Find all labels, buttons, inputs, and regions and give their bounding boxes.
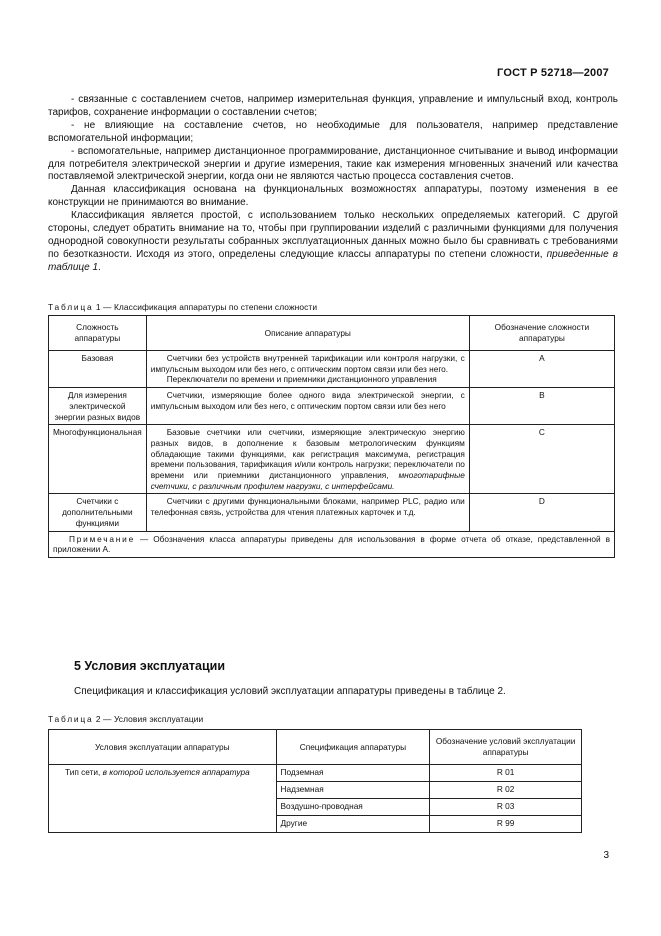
code-cell: В	[469, 388, 614, 425]
table-reference: приведенные в таблице 1	[48, 248, 618, 273]
table2-caption	[48, 714, 203, 724]
caption-text: 1 — Классификация аппаратуры по степени сложности	[93, 302, 318, 312]
description-text: Счетчики без устройств внутренней тарификации или контроля нагрузки, с импульсным выходом или без него, с оптическим портом связи или без него.	[150, 353, 465, 374]
intro-text	[48, 94, 618, 275]
caption-word: Таблица	[48, 714, 94, 724]
table-row	[49, 351, 615, 388]
table-row	[49, 388, 615, 425]
description-cell	[146, 425, 469, 494]
table-note-row	[49, 531, 615, 557]
column-header: Обозначение условий эксплуатации аппаратуры	[430, 730, 582, 765]
paragraph: - не влияющие на составление счетов, но необходимые для пользователя, например представление вспомогательной информации;	[48, 119, 618, 144]
description-italic: многотарифные счетчики, с различным профилем нагрузки, с интерфейсами.	[150, 470, 465, 491]
code-cell: R 02	[430, 782, 582, 799]
section-text: Спецификация и классификация условий эксплуатации аппаратуры приведены в таблице 2.	[74, 686, 506, 697]
code-cell: R 03	[430, 799, 582, 816]
code-cell: R 01	[430, 765, 582, 782]
table1-caption	[48, 302, 317, 312]
note-word: Примечание	[69, 533, 136, 544]
note-body: — Обозначения класса аппаратуры приведены для использования в форме отчета об отказе, представленной в приложении А.	[53, 533, 610, 555]
column-header: Условия эксплуатации аппаратуры	[49, 730, 277, 765]
category-cell: Многофункциональная	[49, 425, 147, 494]
spec-cell: Воздушно-проводная	[276, 799, 430, 816]
paragraph-text: Классификация является простой, с использованием только нескольких определяемых категорий. С другой стороны, следует обратить внимание на то, чтобы при группировании изделий с различными функциями для получения однородной совокупности результаты собранных эксплуатационных данных можно было бы сравнивать с требованиями по безотказности. Исходя из этого, определены следующие классы аппаратуры по степени сложности,	[48, 210, 618, 260]
code-cell: D	[469, 494, 614, 531]
table1-complexity	[48, 315, 615, 558]
code-cell: А	[469, 351, 614, 388]
category-cell: Базовая	[49, 351, 147, 388]
table-row	[49, 765, 582, 782]
table-header-row	[49, 316, 615, 351]
spec-cell: Надземная	[276, 782, 430, 799]
table-row	[49, 425, 615, 494]
code-cell: R 99	[430, 816, 582, 833]
caption-text: 2 — Условия эксплуатации	[93, 714, 204, 724]
condition-cell	[49, 765, 277, 833]
paragraph	[48, 210, 618, 275]
description-text: Переключатели по времени и приемники дистанционного управления	[166, 374, 437, 385]
column-header: Спецификация аппаратуры	[276, 730, 430, 765]
caption-word: Таблица	[48, 302, 94, 312]
description-cell	[146, 388, 469, 425]
paragraph-end: .	[98, 261, 101, 273]
table-row	[49, 494, 615, 531]
paragraph: Данная классификация основана на функциональных возможностях аппаратуры, поэтому изменения в ее конструкции не принимаются во внимание.	[48, 184, 618, 209]
table-note	[49, 531, 615, 557]
category-cell: Для измерения электрической энергии разных видов	[49, 388, 147, 425]
description-text: Счетчики с другими функциональными блоками, например PLC, радио или телефонная связь, устройства для чтения платежных карточек и т.д.	[150, 496, 465, 518]
table2-operating-conditions	[48, 729, 582, 833]
section-title: 5 Условия эксплуатации	[74, 659, 226, 673]
spec-cell: Другие	[276, 816, 430, 833]
condition-plain: Тип сети,	[65, 767, 103, 777]
column-header: Обозначение сложности аппаратуры	[469, 316, 614, 351]
paragraph: - связанные с составлением счетов, например измерительная функция, управление и импульсный вход, контроль тарифов, сохранение информации о составлении счетов;	[48, 94, 618, 118]
page-number: 3	[603, 850, 609, 861]
note-text	[53, 534, 610, 555]
description-cell	[146, 351, 469, 388]
paragraph: - вспомогательные, например дистанционное программирование, дистанционное считывание и вывод информации для потребителя электрической энергии и другие измерения, такие как измерения мгновенных значений или качества поставляемой электрической энергии, когда они не являются частью процесса составления счетов.	[48, 145, 618, 183]
table-header-row	[49, 730, 582, 765]
category-cell: Счетчики с дополнительными функциями	[49, 494, 147, 531]
column-header: Описание аппаратуры	[146, 316, 469, 351]
description-text	[151, 427, 465, 491]
code-cell: С	[469, 425, 614, 494]
description-plain: Базовые счетчики или счетчики, измеряющие электрическую энергию разных видов, в дополнение к базовым метрологическим функциям обладающие такими функциями, как регистрация максимума, регистрация времени пользования, тарификация и/или контроль нагрузки; переключатели по времени или приемники дистанционного управления,	[150, 427, 465, 481]
description-cell	[146, 494, 469, 531]
description-text: Счетчики, измеряющие более одного вида электрической энергии, с импульсным выходом или без него, с оптическим портом связи или без него	[150, 390, 465, 411]
standard-code: ГОСТ Р 52718—2007	[497, 67, 609, 79]
condition-italic: в которой используется аппаратура	[102, 767, 250, 777]
column-header: Сложность аппаратуры	[49, 316, 147, 351]
spec-cell: Подземная	[276, 765, 430, 782]
